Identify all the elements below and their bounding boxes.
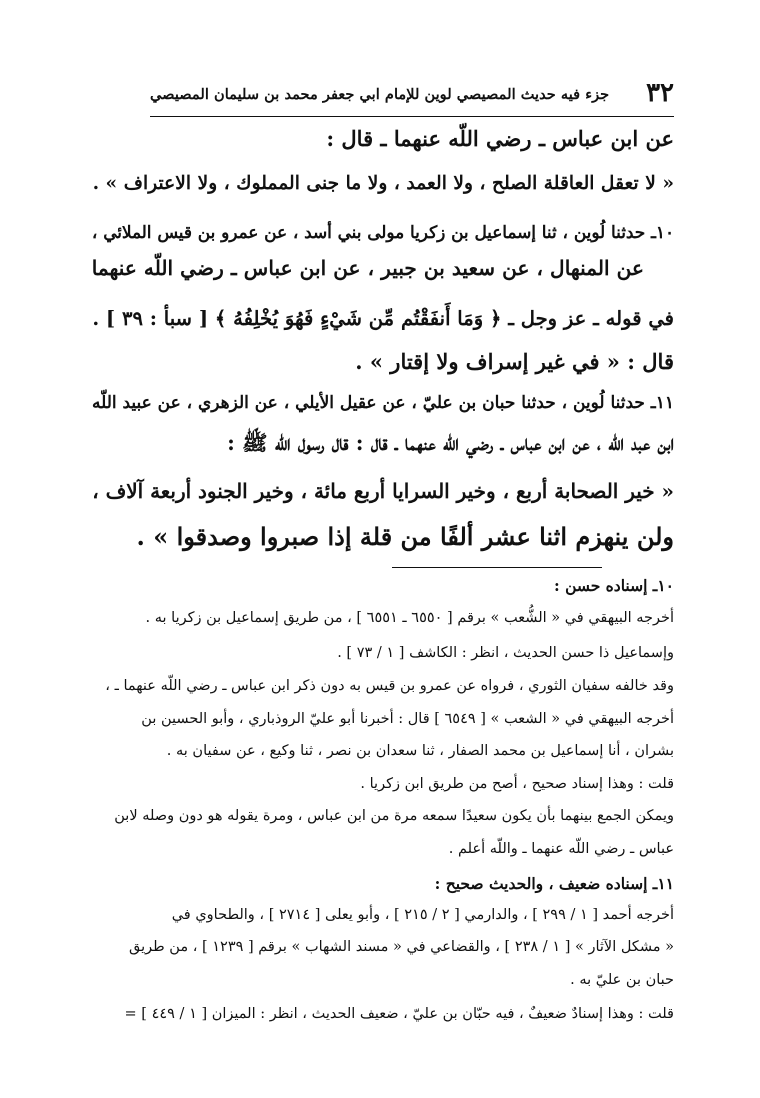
main-line: قال : « في غير إسراف ولا إقتار » . bbox=[355, 349, 674, 374]
footnote-line: أخرجه البيهقي في « الشعب » [ ٦٥٤٩ ] قال : أخبرنا أبو عليّ الروذباري ، وأبو الحسين بن bbox=[141, 711, 674, 727]
main-line: « لا تعقل العاقلة الصلح ، ولا العمد ، ولا ما جنى المملوك ، ولا الاعتراف » . bbox=[92, 172, 674, 194]
footnote-line: قلت : وهذا إسناد صحيح ، أصح من طريق ابن زكريا . bbox=[360, 776, 674, 792]
hadith-10-line: ١٠ـ حدثنا لُوين ، ثنا إسماعيل بن زكريا مولى بني أسد ، عن عمرو بن قيس الملائي ، bbox=[91, 222, 674, 242]
footnote-line: « مشكل الآثار » [ ١ / ٢٣٨ ] ، والقضاعي في « مسند الشهاب » برقم [ ١٢٣٩ ] ، من طريق bbox=[129, 939, 674, 955]
main-line: ولن ينهزم اثنا عشر ألفًا من قلة إذا صبروا وصدقوا » . bbox=[136, 522, 674, 551]
footnote-line: بشران ، أنا إسماعيل بن محمد الصفار ، ثنا سعدان بن نصر ، ثنا وكيع ، عن سفيان به . bbox=[166, 743, 674, 759]
footnote-line: ويمكن الجمع بينهما بأن يكون سعيدًا سمعه مرة من ابن عباس ، ومرة يقوله هو دون وصله لابن bbox=[114, 808, 674, 824]
footnote-heading-11: ١١ـ إسناده ضعيف ، والحديث صحيح : bbox=[434, 874, 674, 893]
footnote-line: أخرجه أحمد [ ١ / ٢٩٩ ] ، والدارمي [ ٢ / ٢١٥ ] ، وأبو يعلى [ ٢٧١٤ ] ، والطحاوي في bbox=[171, 907, 674, 923]
hadith-11-line: ١١ـ حدثنا لُوين ، حدثنا حبان بن عليّ ، عن عقيل الأيلي ، عن الزهري ، عن عبيد اللّه bbox=[91, 393, 674, 413]
header-rule bbox=[150, 116, 674, 117]
main-line: « خير الصحابة أربع ، وخير السرايا أربع مائة ، وخير الجنود أربعة آلاف ، bbox=[92, 479, 674, 503]
main-line: ابن عبد اللّه ، عن ابن عباس ـ رضي اللّه عنهما ـ قال : قال رسول اللّه ﷺ : bbox=[227, 430, 674, 455]
footnote-line: وإسماعيل ذا حسن الحديث ، انظر : الكاشف [ ١ / ٧٣ ] . bbox=[337, 645, 674, 661]
footnote-line: وقد خالفه سفيان الثوري ، فرواه عن عمرو بن قيس به دون ذكر ابن عباس ـ رضي اللّه عنهما ـ ، bbox=[105, 678, 674, 694]
main-line: عن المنهال ، عن سعيد بن جبير ، عن ابن عباس ـ رضي اللّه عنهما bbox=[91, 256, 644, 280]
footnote-line: قلت : وهذا إسنادٌ ضعيفٌ ، فيه حبّان بن عليّ ، ضعيف الحديث ، انظر : الميزان [ ١ / ٤٤٩ ] = bbox=[124, 1006, 674, 1022]
running-title: جزء فيه حديث المصيصي لوين للإمام ابي جعفر محمد بن سليمان المصيصي bbox=[150, 86, 610, 103]
page-header bbox=[150, 78, 674, 114]
page-number: ٣٢ bbox=[646, 78, 674, 108]
footnote-separator bbox=[392, 567, 602, 568]
footnote-heading-10: ١٠ـ إسناده حسن : bbox=[553, 576, 674, 595]
footnote-line: عباس ـ رضي اللّه عنهما ـ واللّه أعلم . bbox=[448, 841, 674, 857]
quran-verse-line: في قوله ـ عز وجل ـ ﴿ وَمَا أَنفَقْتُم مِّن شَيْءٍ فَهُوَ يُخْلِفُهُ ﴾ [ سبأ : ٣٩ ] . bbox=[92, 307, 674, 330]
main-line: عن ابن عباس ـ رضي اللّه عنهما ـ قال : bbox=[326, 126, 674, 151]
footnote-line: حبان بن عليّ به . bbox=[570, 972, 674, 988]
footnote-line: أخرجه البيهقي في « الشُّعب » برقم [ ٦٥٥٠ ـ ٦٥٥١ ] ، من طريق إسماعيل بن زكريا به . bbox=[145, 610, 674, 626]
